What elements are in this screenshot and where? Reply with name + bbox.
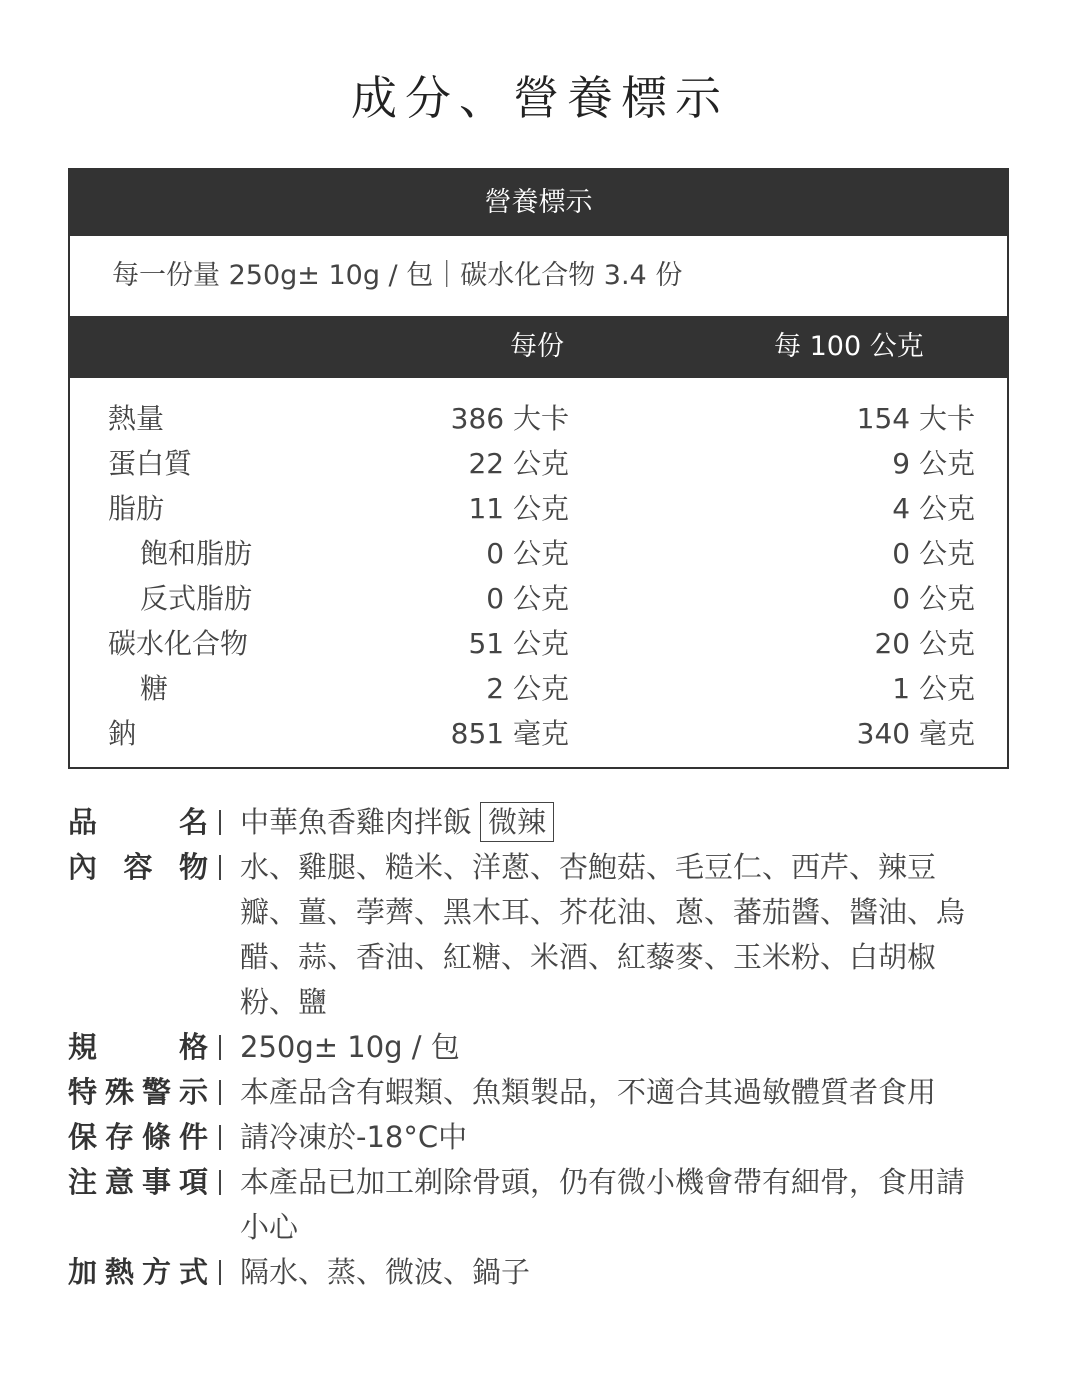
notice-line: 小心 (240, 1210, 299, 1244)
nutrient-per-serving: 2 公克 (486, 672, 569, 705)
ingredients-line: 醋、蒜、香油、紅糖、米酒、紅藜麥、玉米粉、白胡椒 (240, 940, 937, 974)
ingredients-line: 水、雞腿、糙米、洋蔥、杏鮑菇、毛豆仁、西芹、辣豆 (240, 850, 937, 884)
product-name-label (68, 800, 208, 845)
nutrition-row (70, 666, 1007, 711)
nutrient-per-100g: 0 公克 (892, 537, 975, 570)
nutrition-row (70, 441, 1007, 486)
nutrition-row (70, 531, 1007, 576)
ingredients-value (240, 845, 1013, 1025)
nutrient-name: 脂肪 (108, 492, 165, 525)
label-char: 注 (68, 1165, 98, 1199)
notice-value (240, 1160, 1013, 1250)
label-char: 物 (178, 850, 208, 884)
nutrient-name: 糖 (140, 672, 169, 705)
label-char: 示 (178, 1075, 208, 1109)
nutrition-table (68, 168, 1009, 769)
warning-value: 本產品含有蝦類、魚類製品，不適合其過敏體質者食用 (240, 1075, 937, 1109)
ingredients-line: 瓣、薑、荸薺、黑木耳、芥花油、蔥、蕃茄醬、醬油、烏 (240, 895, 966, 929)
label-char: 格 (178, 1030, 208, 1064)
label-char: 容 (123, 850, 153, 884)
nutrition-header: 營養標示 (70, 170, 1007, 236)
nutrient-per-serving: 11 公克 (468, 492, 569, 525)
nutrient-name: 碳水化合物 (108, 627, 249, 660)
label-char: 加 (68, 1255, 98, 1289)
label-char: 意 (104, 1165, 134, 1199)
nutrient-name: 鈉 (108, 717, 137, 750)
ingredients-label (68, 845, 208, 890)
column-headers (70, 316, 1007, 378)
label-separator (219, 855, 221, 880)
label-char: 熱 (104, 1255, 134, 1289)
ingredients-line: 粉、鹽 (240, 985, 328, 1019)
nutrient-name: 熱量 (108, 402, 165, 435)
nutrition-row (70, 621, 1007, 666)
info-row-ingredients (68, 845, 1013, 1025)
storage-label (68, 1115, 208, 1160)
nutrient-name: 反式脂肪 (140, 582, 253, 615)
label-char: 警 (141, 1075, 171, 1109)
nutrient-per-serving: 851 毫克 (450, 717, 569, 750)
heating-value: 隔水、蒸、微波、鍋子 (240, 1255, 531, 1289)
label-char: 內 (68, 850, 98, 884)
product-name: 中華魚香雞肉拌飯 (240, 805, 473, 839)
label-separator (219, 1035, 221, 1060)
nutrient-per-serving: 51 公克 (468, 627, 569, 660)
nutrient-per-100g: 1 公克 (892, 672, 975, 705)
label-char: 存 (104, 1120, 134, 1154)
nutrient-per-100g: 340 毫克 (856, 717, 975, 750)
label-char: 事 (141, 1165, 171, 1199)
label-separator (219, 1170, 221, 1195)
col-per-serving: 每份 (510, 331, 564, 362)
label-char: 件 (178, 1120, 208, 1154)
spec-label (68, 1025, 208, 1070)
page-title: 成分、營養標示 (351, 71, 729, 125)
product-name-value (240, 800, 1013, 845)
label-separator (219, 1260, 221, 1285)
nutrient-name: 蛋白質 (108, 447, 193, 480)
storage-value: 請冷凍於-18°C中 (240, 1120, 468, 1154)
label-char: 特 (68, 1075, 98, 1109)
info-row-warning (68, 1070, 1013, 1115)
nutrient-name: 飽和脂肪 (140, 537, 253, 570)
label-char: 品 (68, 805, 98, 839)
col-per-100g: 每 100 公克 (774, 331, 924, 362)
nutrient-per-100g: 9 公克 (892, 447, 975, 480)
label-char: 方 (141, 1255, 171, 1289)
nutrient-per-serving: 0 公克 (486, 582, 569, 615)
notice-line: 本產品已加工剃除骨頭，仍有微小機會帶有細骨，食用請 (240, 1165, 966, 1199)
nutrition-row (70, 576, 1007, 621)
label-char: 項 (178, 1165, 208, 1199)
nutrition-row (70, 396, 1007, 441)
nutrient-per-serving: 386 大卡 (450, 402, 569, 435)
label-separator (219, 810, 221, 835)
label-separator (219, 1125, 221, 1150)
notice-label (68, 1160, 208, 1205)
nutrition-rows (70, 378, 1007, 756)
label-char: 保 (68, 1120, 98, 1154)
label-char: 殊 (104, 1075, 134, 1109)
nutrient-per-serving: 22 公克 (468, 447, 569, 480)
nutrient-per-100g: 154 大卡 (856, 402, 975, 435)
info-row-heating (68, 1250, 1013, 1295)
label-char: 名 (178, 805, 208, 839)
nutrition-row (70, 711, 1007, 756)
warning-label (68, 1070, 208, 1115)
nutrient-per-100g: 20 公克 (874, 627, 975, 660)
spicy-badge: 微辣 (480, 802, 554, 842)
nutrient-per-serving: 0 公克 (486, 537, 569, 570)
serving-size: 每一份量 250g± 10g / 包｜碳水化合物 3.4 份 (112, 260, 683, 291)
heating-label (68, 1250, 208, 1295)
label-char: 條 (141, 1120, 171, 1154)
nutrient-per-100g: 0 公克 (892, 582, 975, 615)
nutrition-row (70, 486, 1007, 531)
nutrient-per-100g: 4 公克 (892, 492, 975, 525)
label-separator (219, 1080, 221, 1105)
info-row-notice (68, 1160, 1013, 1250)
info-row-storage (68, 1115, 1013, 1160)
info-row-product-name (68, 800, 1013, 845)
info-row-spec (68, 1025, 1013, 1070)
label-char: 規 (68, 1030, 98, 1064)
label-char: 式 (178, 1255, 208, 1289)
product-info (68, 800, 1013, 1295)
spec-value: 250g± 10g / 包 (240, 1030, 460, 1064)
